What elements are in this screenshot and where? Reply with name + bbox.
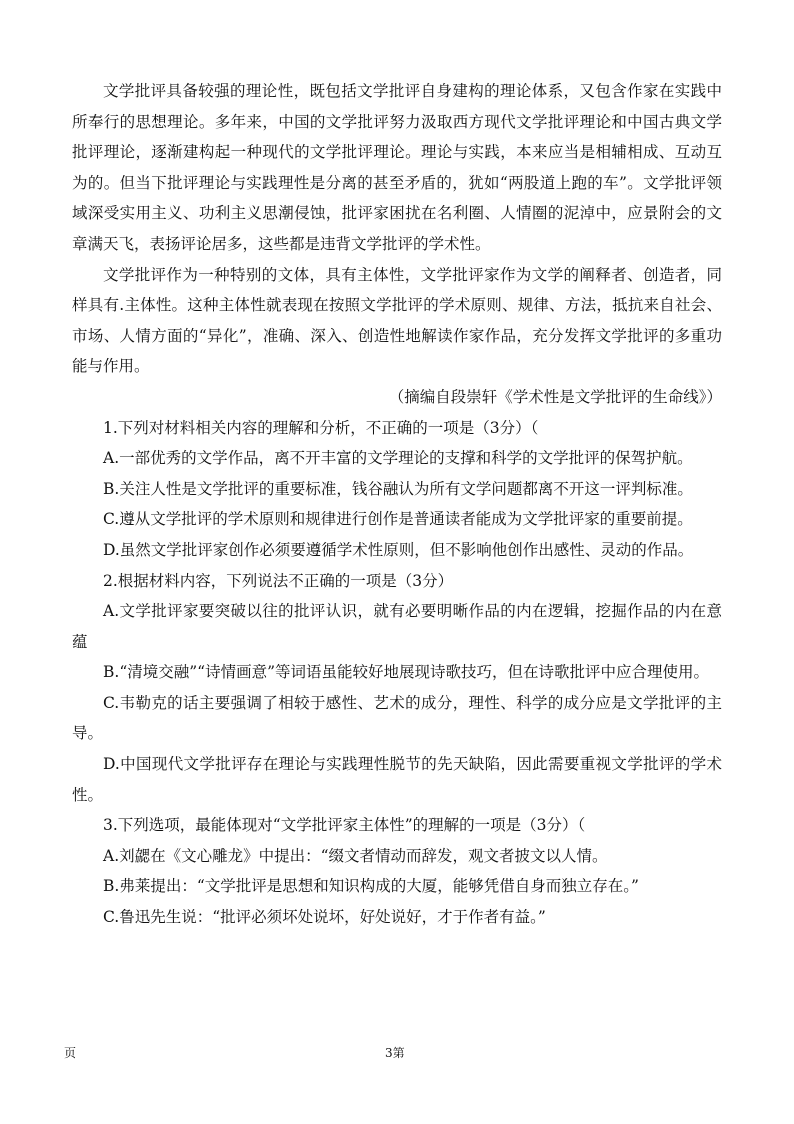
question-3-stem: 3.下列选项，最能体现对“文学批评家主体性”的理解的一项是（3分）（ [103,816,586,835]
question-1-stem: 1.下列对材料相关内容的理解和分析，不正确的一项是（3分）（ [103,418,539,437]
question-1-option-b: B.关注人性是文学批评的重要标准，钱谷融认为所有文学问题都离不开这一评判标准。 [103,479,693,498]
question-2-option-a: A.文学批评家要突破以往的批评认识，就有必要明晰作品的内在逻辑，挖掘作品的内在意蕴 [72,602,722,651]
question-2-option-c: C.韦勒克的话主要强调了相较于感性、艺术的成分，理性、科学的成分应是文学批评的主导。 [72,693,722,743]
question-1-option-c: C.遵从文学批评的学术原则和规律进行创作是普通读者能成为文学批评家的重要前提。 [103,510,693,529]
question-2 [72,566,722,811]
question-3-option-c: C.鲁迅先生说：“批评必须坏处说坏，好处说好，才于作者有益。” [103,908,546,927]
question-2-option-d: D.中国现代文学批评存在理论与实践理性脱节的先天缺陷，因此需要重视文学批评的学术性。 [72,755,722,804]
question-1-option-a: A.一部优秀的文学作品，离不开丰富的文学理论的支撑和科学的文学批评的保驾护航。 [103,449,693,468]
passage-paragraph-2: 文学批评作为一种特别的文体，具有主体性，文学批评家作为文学的阐释者、创造者，同样具有.主体性。这种主体性就表现在按照文学批评的学术原则、规律、方法，抵抗来自社会、市场、人情方面的“异化”，准确、深入、创造性地解读作家作品，充分发挥文学批评的多重功能与作用。 [72,265,722,376]
question-1 [72,413,722,566]
footer-page-label: 页 [64,1046,77,1060]
document-page [72,76,722,933]
question-3-option-a: A.刘勰在《文心雕龙》中提出：“缀文者情动而辞发，观文者披文以人情。 [103,846,608,865]
passage-paragraph-1: 文学批评具备较强的理论性，既包括文学批评自身建构的理论体系，又包含作家在实践中所奉行的思想理论。多年来，中国的文学批评努力汲取西方现代文学批评理论和中国古典文学批评理论，逐渐建构起一种现代的文学批评理论。理论与实践，本来应当是相辅相成、互动互为的。但当下批评理论与实践理性是分离的甚至矛盾的，犹如“两股道上跑的车”。文学批评领域深受实用主义、功利主义思潮侵蚀，批评家困扰在名利圈、人情圈的泥淖中，应景附会的文章满天飞，表扬评论居多，这些都是违背文学批评的学术性。 [72,82,722,253]
question-2-option-b: B.“清境交融”“诗情画意”等词语虽能较好地展现诗歌技巧，但在诗歌批评中应合理使用。 [103,663,710,682]
question-3 [72,810,722,932]
footer-page-number: 3第 [385,1046,405,1060]
question-3-option-b: B.弗莱提出：“文学批评是思想和知识构成的大厦，能够凭借自身而独立存在。” [103,877,639,896]
passage-source: （摘编自段崇轩《学术性是文学批评的生命线》） [388,387,722,406]
question-2-stem: 2.根据材料内容，下列说法不正确的一项是（3分） [103,571,454,590]
question-1-option-d: D.虽然文学批评家创作必须要遵循学术性原则，但不影响他创作出感性、灵动的作品。 [103,540,694,559]
